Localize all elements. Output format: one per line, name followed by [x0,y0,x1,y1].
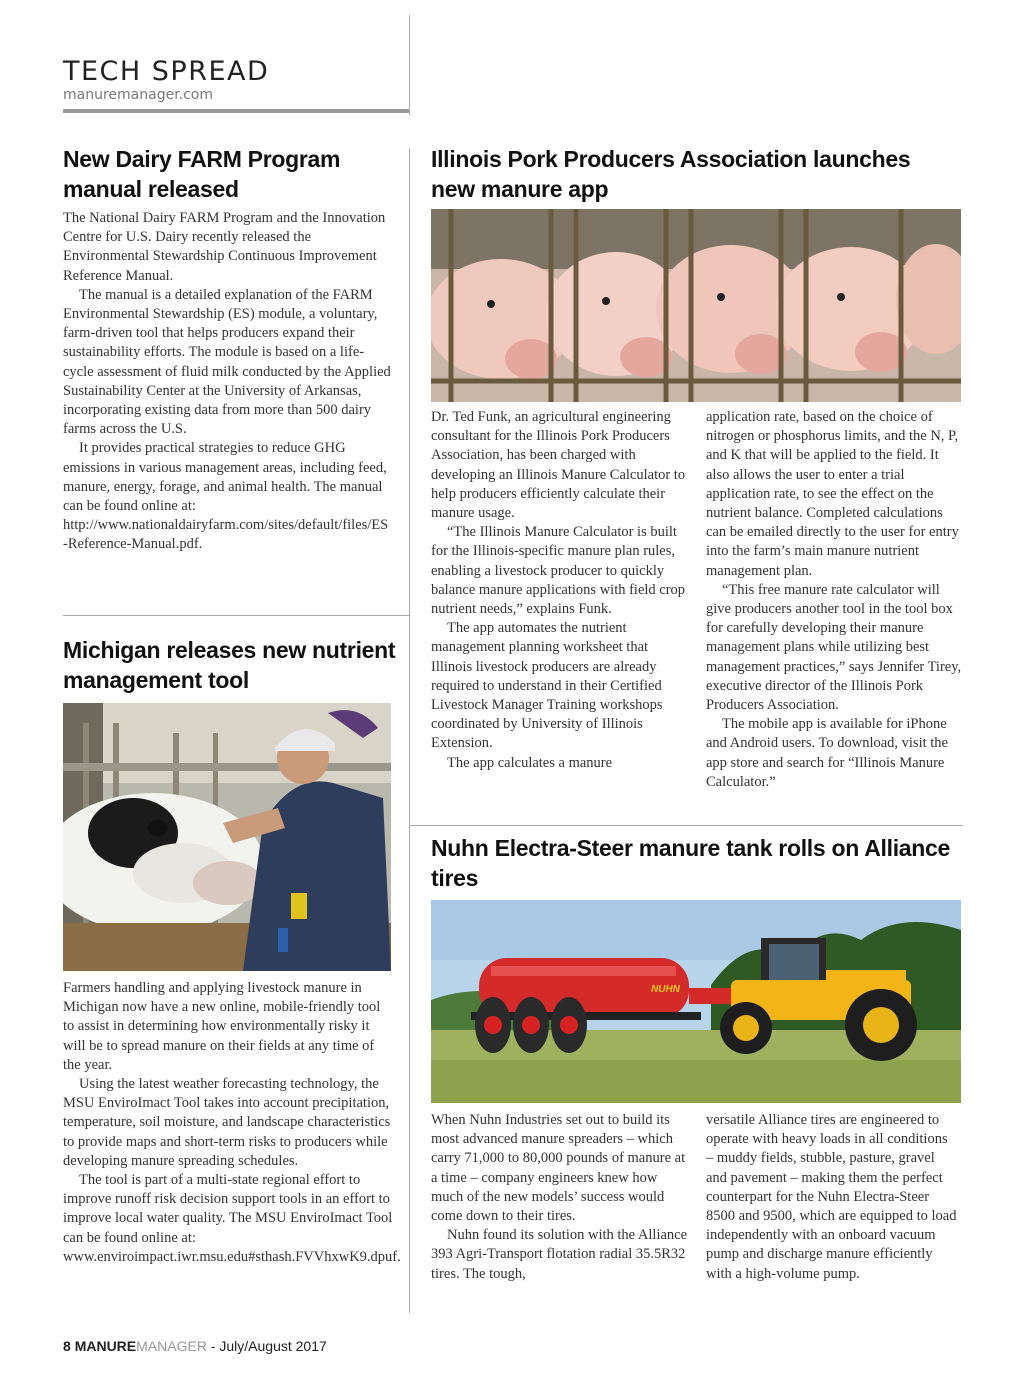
article-title: Michigan releases new nutrient management tool [63,637,396,693]
site-url: manuremanager.com [63,87,214,103]
paragraph: Using the latest weather forecasting technology, the MSU EnviroImact Tool takes into account precipitation, temperature, soil moisture, and landscape characteristics to provide maps and short-term risks to producers while developing manure spreading schedules. [63,1076,391,1169]
article-title: Illinois Pork Producers Association launches new manure app [431,146,911,202]
article-nuhn-col2 [706,1111,958,1284]
article-illinois-col2 [706,408,964,792]
paragraph: The manual is a detailed explanation of the FARM Environmental Stewardship (ES) module, a voluntary, farm-driven tool that helps producers expand their sustainability efforts. The module is based on a life-cycle assessment of fluid milk conducted by the Applied Sustainability Center at the University of Arkansas, incorporating existing data from more than 500 dairy farms across the U.S. [63,286,391,438]
issue-date: - July/August 2017 [206,1338,327,1354]
magazine-name-bold: MANURE [74,1338,137,1354]
article-nuhn-col1 [431,1111,691,1284]
paragraph: Farmers handling and applying livestock manure in Michigan now have a new online, mobile-friendly tool to assist in determining how environmentally risky it will be to spread manure on their fields at any time of the year. [63,980,381,1073]
tank-brand-text: NUHN [651,984,680,995]
paragraph: versatile Alliance tires are engineered to operate with heavy loads in all conditions – muddy fields, stubble, pasture, gravel and pavement – making them the perfect counterpart for the Nuhn Electra-Steer 8500 and 9500, which are equipped to load independently with an onboard vacuum pump and discharge manure efficiently with a high-volume pump. [706,1112,957,1282]
paragraph: The mobile app is available for iPhone and Android users. To download, visit the app store and search for “Illinois Manure Calculator.” [706,716,948,790]
paragraph: “This free manure rate calculator will give producers another tool in the tool box for carefully developing their manure management plans while utilizing best management practices,” says Jennifer Tirey, executive director of the Illinois Pork Producers Association. [706,581,962,714]
paragraph: “The Illinois Manure Calculator is built for the Illinois-specific manure plan rules, enabling a livestock producer to quickly balance manure applications with field crop nutrient needs,” explains Funk. [431,524,686,618]
article-nuhn [431,833,951,893]
section-divider-left [63,615,410,616]
article-michigan-body [63,979,401,1267]
pigs-photo [431,209,961,402]
article-dairy [63,144,403,204]
article-title: New Dairy FARM Program manual released [63,146,341,202]
cow-photo [63,703,391,971]
article-dairy-body [63,209,393,555]
article-michigan [63,635,403,695]
tractor-photo [431,900,961,1103]
paragraph: Dr. Ted Funk, an agricultural engineering consultant for the Illinois Pork Producers Association, has been charged with developing an Illinois Manure Calculator to help producers efficiently calculate their manure usage. [431,409,686,522]
paragraph: Nuhn found its solution with the Alliance 393 Agri-Transport flotation radial 35.5R32 tires. The tough, [431,1227,688,1282]
magazine-name-light: MANAGER [136,1338,207,1354]
paragraph: The app automates the nutrient management planning worksheet that Illinois livestock producers are already required to understand in their Certified Livestock Manager Training workshops coordinated by University of Illinois Extension. [431,620,663,752]
header-rule [63,109,410,113]
page-footer [63,1338,327,1354]
paragraph: When Nuhn Industries set out to build its most advanced manure spreaders – which carry 71,000 to 80,000 pounds of manure at a time – company engineers knew how much of the new models’ success would come down to their tires. [431,1112,686,1225]
column-divider-top [409,15,410,115]
paragraph: The app calculates a manure [447,754,613,771]
section-title: TECH SPREAD [63,56,270,87]
manual-link[interactable]: http://www.nationaldairyfarm.com/sites/default/files/ES-Reference-Manual.pdf. [63,517,389,553]
column-divider [409,148,410,1313]
article-illinois [431,144,951,204]
article-title: Nuhn Electra-Steer manure tank rolls on Alliance tires [431,835,951,891]
section-divider-right [410,825,963,826]
paragraph: It provides practical strategies to reduce GHG emissions in various management areas, including feed, manure, energy, forage, and animal health. The manual can be found online at: [63,440,387,515]
article-illinois-col1 [431,408,691,773]
page-number: 8 [63,1338,71,1354]
paragraph: application rate, based on the choice of nitrogen or phosphorus limits, and the N, P, and K that will be applied to the field. It also allows the user to enter a trial application rate, to see the effect on the nutrient balance. Completed calculations can be emailed directly to the user for entry into the farm’s main manure nutrient management plan. [706,409,959,579]
paragraph: The tool is part of a multi-state regional effort to improve runoff risk decision support tools in an effort to improve local water quality. The MSU EnviroImact Tool can be found online at: www.enviroimpact.iwr.msu.edu#sthash.FVVhxwK9.dpuf. [63,1172,401,1265]
paragraph: The National Dairy FARM Program and the Innovation Centre for U.S. Dairy recently released the Environmental Stewardship Continuous Improvement Reference Manual. [63,210,386,284]
